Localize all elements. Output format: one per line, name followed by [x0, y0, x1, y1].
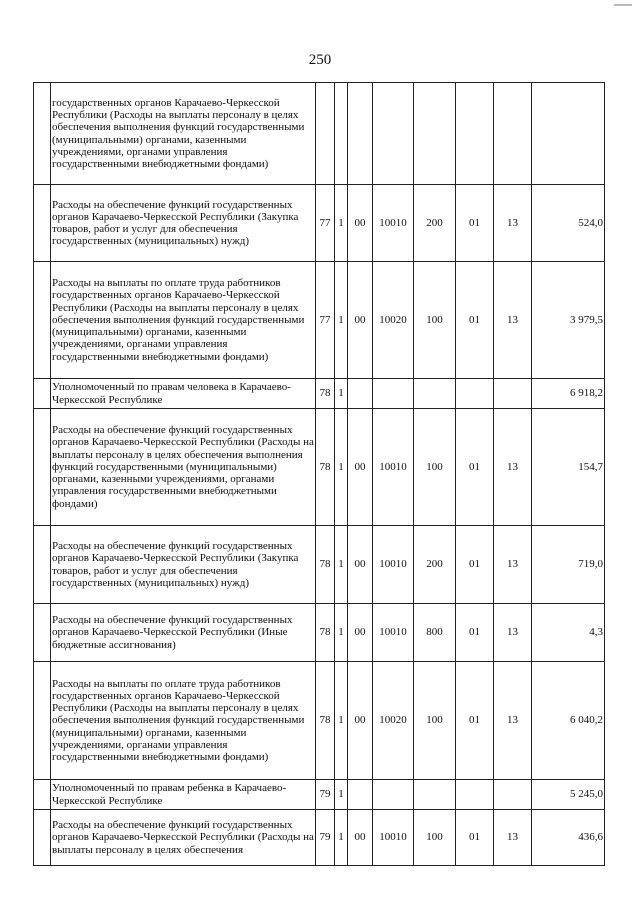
- cell-sec: [456, 379, 494, 409]
- cell-prog: [348, 780, 373, 810]
- cell-kind: [414, 780, 456, 810]
- cell-code: 77: [316, 262, 335, 379]
- cell-dir: [373, 83, 414, 185]
- table-row: [34, 810, 605, 866]
- table-row: [34, 262, 605, 379]
- cell-kind: [414, 83, 456, 185]
- table-row: [34, 409, 605, 526]
- cell-code: 78: [316, 409, 335, 526]
- page-number: 250: [308, 52, 332, 68]
- cell-name: Уполномоченный по правам человека в Карачаево-Черкесской Республике: [51, 379, 316, 409]
- cell-sec: [456, 83, 494, 185]
- table-row: [34, 604, 605, 662]
- cell-sum: 524,0: [532, 185, 605, 262]
- cell-subsec: 13: [494, 409, 532, 526]
- row-margin-cell: [34, 604, 51, 662]
- cell-prog: 00: [348, 526, 373, 604]
- cell-sec: 01: [456, 526, 494, 604]
- table-row: [34, 662, 605, 780]
- cell-code: 77: [316, 185, 335, 262]
- cell-subsec: 13: [494, 262, 532, 379]
- cell-sec: 01: [456, 604, 494, 662]
- cell-prog: 00: [348, 604, 373, 662]
- cell-sum: 3 979,5: [532, 262, 605, 379]
- cell-code: 78: [316, 379, 335, 409]
- cell-subsec: [494, 780, 532, 810]
- cell-code: [316, 83, 335, 185]
- cell-kind: 100: [414, 409, 456, 526]
- cell-dir: 10010: [373, 526, 414, 604]
- cell-sum: 436,6: [532, 810, 605, 866]
- cell-sub: 1: [335, 262, 348, 379]
- cell-sub: 1: [335, 662, 348, 780]
- cell-subsec: 13: [494, 662, 532, 780]
- cell-sum: 154,7: [532, 409, 605, 526]
- scan-mark: [614, 4, 632, 6]
- table-row: [34, 185, 605, 262]
- table-row: [34, 526, 605, 604]
- cell-prog: 00: [348, 409, 373, 526]
- cell-subsec: [494, 83, 532, 185]
- row-margin-cell: [34, 662, 51, 780]
- cell-name: Уполномоченный по правам ребенка в Карачаево-Черкесской Республике: [51, 780, 316, 810]
- budget-table-body: [34, 83, 605, 866]
- cell-kind: 800: [414, 604, 456, 662]
- row-margin-cell: [34, 526, 51, 604]
- table-row: [34, 379, 605, 409]
- row-margin-cell: [34, 409, 51, 526]
- cell-sec: 01: [456, 662, 494, 780]
- table-row: [34, 780, 605, 810]
- cell-prog: 00: [348, 810, 373, 866]
- cell-prog: 00: [348, 662, 373, 780]
- cell-sub: 1: [335, 780, 348, 810]
- cell-sub: 1: [335, 379, 348, 409]
- cell-code: 78: [316, 604, 335, 662]
- cell-subsec: 13: [494, 604, 532, 662]
- cell-code: 79: [316, 780, 335, 810]
- cell-name: Расходы на выплаты по оплате труда работников государственных органов Карачаево-Черкесской Республики (Расходы на выплаты персоналу в целях обеспечения выполнения функций государственными (муниципальными) органами, казенными учреждениями, органами управления государственными внебюджетными фондами): [51, 662, 316, 780]
- cell-dir: 10020: [373, 662, 414, 780]
- cell-dir: 10010: [373, 185, 414, 262]
- cell-dir: 10010: [373, 409, 414, 526]
- cell-name: Расходы на обеспечение функций государственных органов Карачаево-Черкесской Республики (Закупка товаров, работ и услуг для обеспечения государственных (муниципальных) нужд): [51, 526, 316, 604]
- cell-prog: 00: [348, 262, 373, 379]
- cell-name: Расходы на обеспечение функций государственных органов Карачаево-Черкесской Республики (Иные бюджетные ассигнования): [51, 604, 316, 662]
- cell-subsec: [494, 379, 532, 409]
- cell-sub: 1: [335, 409, 348, 526]
- cell-sum: 4,3: [532, 604, 605, 662]
- cell-code: 79: [316, 810, 335, 866]
- row-margin-cell: [34, 83, 51, 185]
- cell-kind: 200: [414, 185, 456, 262]
- cell-code: 78: [316, 662, 335, 780]
- cell-name: Расходы на обеспечение функций государственных органов Карачаево-Черкесской Республики (Закупка товаров, работ и услуг для обеспечения государственных (муниципальных) нужд): [51, 185, 316, 262]
- cell-subsec: 13: [494, 185, 532, 262]
- cell-kind: 100: [414, 262, 456, 379]
- cell-prog: [348, 83, 373, 185]
- cell-subsec: 13: [494, 810, 532, 866]
- cell-sec: 01: [456, 409, 494, 526]
- cell-sec: [456, 780, 494, 810]
- cell-code: 78: [316, 526, 335, 604]
- cell-name: Расходы на обеспечение функций государственных органов Карачаево-Черкесской Республики (Расходы на выплаты персоналу в целях обеспечения выполнения функций государственными (муниципальными) органами, казенными учреждениями, органами управления государственными внебюджетными фондами): [51, 409, 316, 526]
- cell-sub: 1: [335, 810, 348, 866]
- cell-sub: 1: [335, 526, 348, 604]
- cell-dir: [373, 780, 414, 810]
- cell-sub: 1: [335, 604, 348, 662]
- cell-sub: [335, 83, 348, 185]
- row-margin-cell: [34, 810, 51, 866]
- row-margin-cell: [34, 262, 51, 379]
- cell-sec: 01: [456, 262, 494, 379]
- cell-subsec: 13: [494, 526, 532, 604]
- cell-sum: 6 918,2: [532, 379, 605, 409]
- cell-dir: [373, 379, 414, 409]
- cell-sec: 01: [456, 810, 494, 866]
- cell-kind: 200: [414, 526, 456, 604]
- cell-prog: [348, 379, 373, 409]
- cell-dir: 10010: [373, 604, 414, 662]
- cell-prog: 00: [348, 185, 373, 262]
- cell-sum: 5 245,0: [532, 780, 605, 810]
- cell-sec: 01: [456, 185, 494, 262]
- cell-sub: 1: [335, 185, 348, 262]
- cell-sum: [532, 83, 605, 185]
- budget-table: [33, 82, 605, 866]
- cell-sum: 6 040,2: [532, 662, 605, 780]
- cell-kind: [414, 379, 456, 409]
- cell-name: Расходы на выплаты по оплате труда работников государственных органов Карачаево-Черкесской Республики (Расходы на выплаты персоналу в целях обеспечения выполнения функций государственными (муниципальными) органами, казенными учреждениями, органами управления государственными внебюджетными фондами): [51, 262, 316, 379]
- cell-dir: 10020: [373, 262, 414, 379]
- cell-dir: 10010: [373, 810, 414, 866]
- cell-sum: 719,0: [532, 526, 605, 604]
- cell-name: Расходы на обеспечение функций государственных органов Карачаево-Черкесской Республики (Расходы на выплаты персоналу в целях обеспечения: [51, 810, 316, 866]
- row-margin-cell: [34, 379, 51, 409]
- cell-name: государственных органов Карачаево-Черкесской Республики (Расходы на выплаты персоналу в целях обеспечения выполнения функций государственными (муниципальными) органами, казенными учреждениями, органами управления государственными внебюджетными фондами): [51, 83, 316, 185]
- row-margin-cell: [34, 780, 51, 810]
- cell-kind: 100: [414, 662, 456, 780]
- cell-kind: 100: [414, 810, 456, 866]
- row-margin-cell: [34, 185, 51, 262]
- table-row: [34, 83, 605, 185]
